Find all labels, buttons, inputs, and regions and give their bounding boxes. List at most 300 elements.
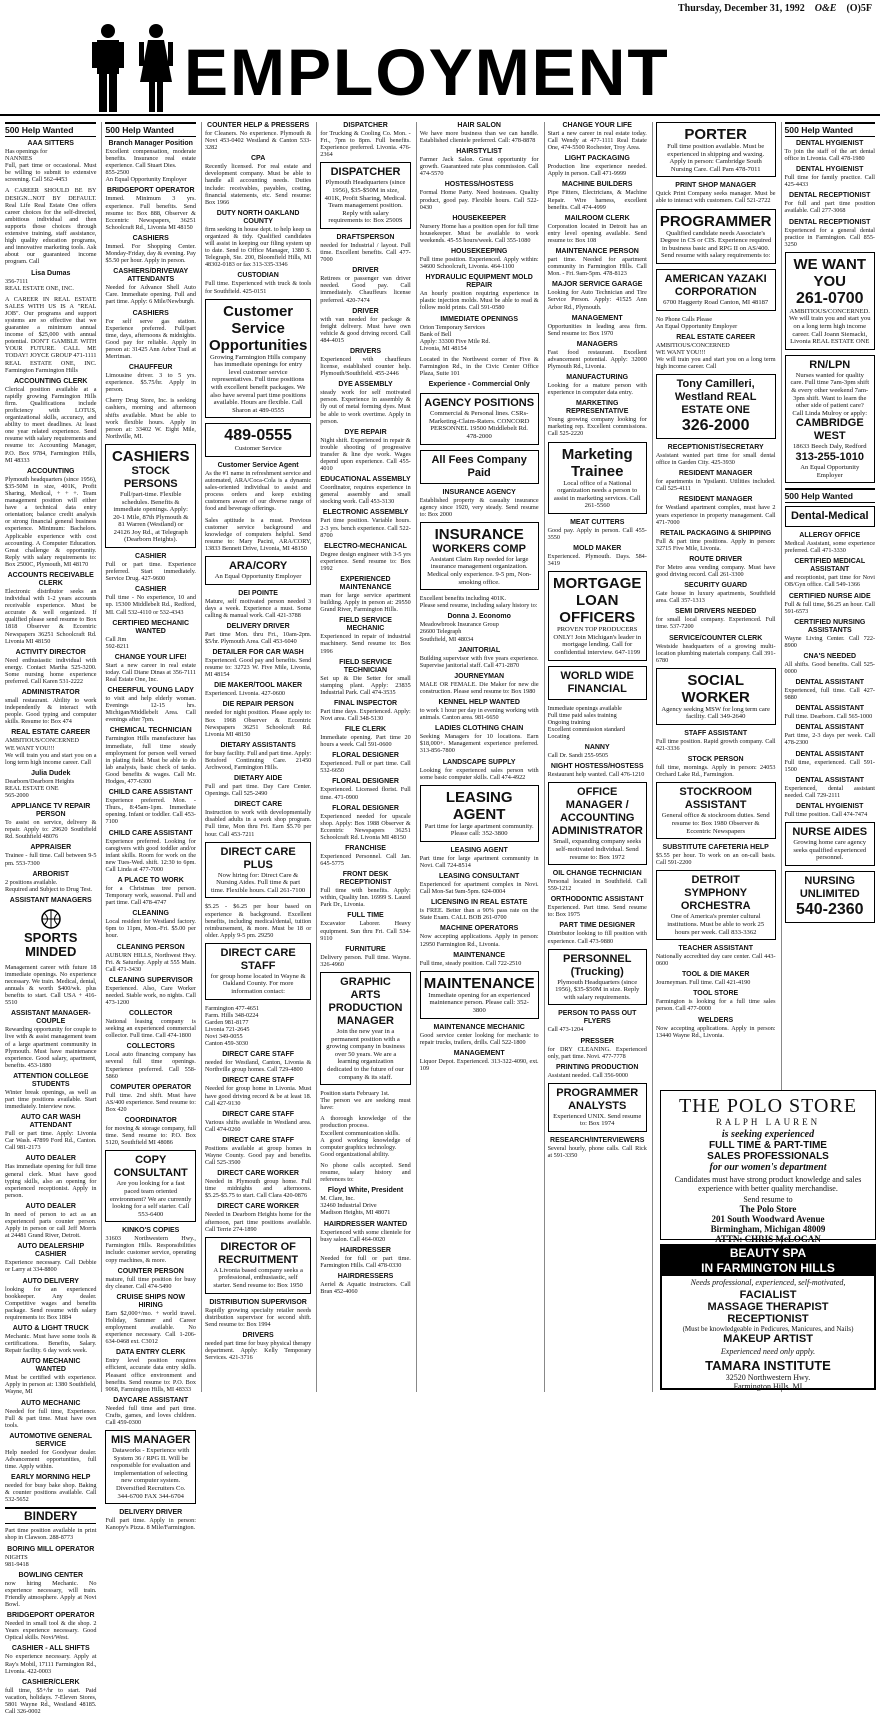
- ad-heading: LICENSING IN REAL ESTATE: [430, 899, 528, 907]
- polo-sub: RALPH LAUREN: [715, 1117, 821, 1127]
- ad-heading: COUNTER HELP & PRESSERS: [207, 122, 310, 129]
- category-header: 500 Help Wanted: [5, 122, 96, 137]
- ad-heading: COMPUTER OPERATOR: [110, 1083, 192, 1091]
- display-ad-box: [656, 374, 776, 439]
- ad-heading: DRIVER: [352, 267, 379, 275]
- ad-text: to visit and help elderly woman. Evenings 12-15 hrs. Michigan/Middlebelt Area. Call evenings after 7pm.: [105, 695, 196, 724]
- ad-heading: DATA ENTRY CLERK: [115, 1349, 186, 1357]
- ad-heading: DIE REPAIR PERSON: [222, 701, 294, 709]
- ad-text: Limousine driver. 3 to 5 yrs. experience. $5.75/hr. Apply in person.: [105, 372, 196, 394]
- ad-heading: CHEMICAL TECHNICIAN: [109, 727, 192, 735]
- ad-text: To join the staff of the art dental office in Livonia. Call 478-1980: [784, 148, 875, 163]
- ad-heading: BRIDGEPORT OPERATOR: [6, 1612, 95, 1620]
- box-phone: 261-0700: [795, 289, 864, 307]
- classified-ad: [205, 517, 311, 552]
- classified-ad: [105, 654, 195, 683]
- ad-text: $5.55 per hour. To work on an on-call basis. Call 591-2200: [655, 852, 776, 867]
- box-small: Growing Farmington Hills company has immediate openings for entry level customer service representatives. Full time positions with excellent benefit packages. We also have several part time positions available. Hours are flexible. Call Sharon at 489-0555: [210, 353, 307, 414]
- box-small: Customer Service: [234, 445, 282, 453]
- classified-ad: [5, 140, 96, 183]
- ad-text: Earn $2,000+/mo. + world travel. Holiday, Summer and Career employment available. No experience necessary. Call 1-206-634-0468 ext. C3012: [105, 1309, 196, 1346]
- box-small: Part time for large apartment community. Please call: 352-3800: [424, 822, 534, 838]
- classified-ad: [548, 374, 647, 396]
- ad-heading: MANAGEMENT: [571, 314, 623, 322]
- classified-ad: [205, 155, 311, 206]
- ad-text: Part time position. Variable hours. 2-3 yrs. bench experience. Call 522-8700: [320, 517, 411, 539]
- ad-text: Experience preferred. Looking for caregivers with good toddler and/or infant skills. Room for work on the new Tues-Wed. shift. 12:30 to 6pm. Call Linda at 477-7000: [105, 837, 196, 873]
- rn-eoe: An Equal Opportunity Employer: [800, 463, 860, 479]
- man-figure-icon: [88, 22, 128, 114]
- ad-text: and receptionist, part time for Novi OB/Gyn office. Call 549-1366: [784, 574, 875, 589]
- classified-ad: [785, 803, 875, 818]
- display-ad-box: [548, 571, 647, 660]
- classified-ad: [105, 830, 195, 873]
- column-2: [101, 122, 198, 1532]
- ad-text: Sales aptitude is a must. Previous customer service background and knowledge of computers helpful. Send resume to: Mary Pacini, ARA/CORY, 13833 Bennett Drive, Livonia, MI 48150: [204, 516, 312, 552]
- box-small: An Equal Opportunity Employer: [214, 572, 302, 580]
- ad-text: small restaurant. Ability to work independently & interact with people. Good typing and computer skills. Resume to: Box 474: [5, 697, 97, 726]
- classified-ad: [105, 310, 195, 361]
- ad-text: now hiring Mechanic. No experience necessary, will train. Friendly atmosphere. Apply at Novi Bowl.: [5, 1579, 97, 1609]
- classified-ad: [420, 122, 539, 144]
- classified-ad: [205, 649, 311, 678]
- ad-heading: RESIDENT MANAGER: [678, 496, 753, 504]
- classified-ad: [205, 272, 311, 294]
- ad-heading: TOOL & DIE MAKER: [681, 971, 750, 979]
- classified-ad: [320, 1162, 410, 1183]
- ad-heading: ASSISTANT MANAGER-COUPLE: [10, 1010, 91, 1026]
- box-big: MAINTENANCE: [423, 974, 535, 992]
- ad-heading: DIETARY ASSISTANTS: [220, 741, 296, 749]
- classified-ad: [205, 462, 311, 513]
- ad-text: Immediate openings available: [547, 704, 622, 712]
- ad-text: Livonia, MI 48154: [419, 344, 467, 352]
- classified-ad: [785, 558, 875, 588]
- polo-position-2: SALES PROFESSIONALS: [707, 1151, 829, 1162]
- classified-ad: [656, 608, 776, 630]
- ad-text: Needed for full time, Experience. Full & part time. Must have own tools.: [5, 1407, 97, 1429]
- polo-note: Candidates must have strong product knowledge and sales experience with better quality merchandise.: [674, 1175, 862, 1193]
- classified-ad: [785, 219, 875, 248]
- ad-heading: FULL TIME: [347, 912, 384, 920]
- box-small: Plymouth Headquarters (since 1956), $35-$50M in size, 401K, Profit Sharing, Medical. Team management position. Reply with salary requirements to: Box 2500S: [324, 179, 407, 225]
- ad-text: Full time, steady position. Call 722-2510: [419, 959, 522, 967]
- ad-text: for busy facility. Full and part time. Apply: Botsford Continuing Care. 21450 Archwood, Farmington Hills.: [204, 749, 312, 771]
- ad-text: Winter break openings, as well as part time positions available. Start immediately. Interview now.: [5, 1088, 97, 1111]
- box-small: One of America's premier cultural institutions. Must be able to work 25 hours per week. Call 833-3362: [667, 913, 765, 936]
- ad-heading: JANITORIAL: [458, 646, 501, 654]
- classified-ad: [205, 1077, 311, 1106]
- ad-text: Management career with future 18 immediate openings. No experience necessary. We train. Medical, dental, annuals & worth $400/wk. plus benefits to start. Call USA + 416-5510: [5, 963, 97, 1007]
- spa-role-facialist: FACIALIST: [739, 1289, 797, 1301]
- classified-ad: [5, 1546, 96, 1568]
- box-med: DETROIT SYMPHONY ORCHESTRA: [680, 874, 751, 913]
- ad-text: We have more business than we can handle. Established clientele preferred. Call: 478-8878: [419, 130, 539, 145]
- ad-heading: MANUFACTURING: [566, 374, 629, 382]
- box-small: Local office of a National organization needs a person to assist in marketing services. Call 261-5560: [553, 479, 641, 510]
- ad-text: Experienced. Full or part time. Call 532-6650: [320, 760, 411, 775]
- ad-heading: DENTAL ASSISTANT: [795, 776, 865, 784]
- ad-text: Rewarding opportunity for couple to live with & assist management team of a large apartment community in Plymouth. Must have maintenance experience. Good salary, apartment, benefits. 453-1880: [5, 1026, 97, 1069]
- ad-heading: HAIRDRESSERS: [337, 1272, 394, 1280]
- ad-heading: CHILD CARE ASSISTANT: [108, 829, 193, 837]
- page-section: O&E: [814, 2, 837, 14]
- ad-text: Madison Heights, MI 48071: [320, 1209, 391, 1217]
- ad-text: Young growing company looking for marketing rep. Excellent commissions. Call 525-2220: [547, 416, 647, 438]
- spa-band-1: BEAUTY SPA: [662, 1246, 874, 1261]
- classified-ad: [205, 1051, 311, 1073]
- classified-ad: [656, 990, 776, 1012]
- classified-ad: [420, 381, 539, 389]
- ad-heading: Branch Manager Position: [108, 140, 193, 147]
- ad-text: needed for Industrial / layout. Full time. Excellent benefits. Call 477-7000: [320, 241, 411, 264]
- classified-ad: [420, 673, 539, 695]
- classified-ad: [105, 235, 195, 264]
- ad-text: Experienced for a general dental practice in Farmington. Call 855-3250: [784, 226, 875, 248]
- ad-text: Mature, self motivated person needed 3 days a week. Experience a must. Some calling & manual work. Call 421-3788: [204, 597, 312, 619]
- ad-text: Required and Subject to Drug Test.: [5, 885, 93, 893]
- ad-heading: ACCOUNTS RECEIVABLE CLERK: [7, 571, 94, 587]
- ad-text: Needed in Plymouth group home. Full time midnights and afternoons. $5.25-$5.75 to start. Call Clara 420-0876: [204, 1178, 312, 1200]
- ad-heading: LADIES CLOTHING CHAIN: [435, 725, 524, 733]
- box-small: 6700 Haggerty Road Canton, MI 48187: [663, 298, 769, 306]
- ad-text: Full or part time. Apply: Livonia Car Wash. 47899 Ford Rd., Canton. Call 981-2173: [5, 1130, 97, 1152]
- ad-heading: STAFF ASSISTANT: [684, 729, 748, 737]
- ad-heading: PERSON TO PASS OUT FLYERS: [558, 1010, 637, 1026]
- classified-ad: [5, 1114, 96, 1151]
- ad-text: Part time, 2-3 days per week. Call 478-2300: [784, 732, 875, 747]
- ad-text: for small local company. Experienced. Full time. 537-7200: [655, 616, 776, 631]
- display-ad-box: [785, 822, 875, 866]
- ad-text: NANNIES: [5, 155, 33, 163]
- classified-ad: [548, 519, 647, 541]
- ad-heading: EARLY MORNING HELP: [11, 1474, 91, 1482]
- ad-heading: INSURANCE AGENCY: [442, 488, 516, 496]
- classified-ad: [205, 623, 311, 645]
- ad-heading: HAIR SALON: [457, 122, 501, 129]
- ad-text: As the #1 name in refreshment service and automated, ARA/Coca-Cola is a dynamic sales-oriented individual to assist and process orders and keep existing customers aware of our diverse range of food and beverage offerings.: [204, 469, 312, 513]
- spa-note: (Must be knowledgeable in Pedicures, Manicures, and Nails): [682, 1325, 854, 1333]
- ad-heading: HOUSEKEEPING: [450, 248, 508, 256]
- ad-text: Experienced. Livonia. 427-0600: [204, 690, 286, 698]
- display-ad-box: [785, 871, 875, 923]
- classified-ad: [320, 1221, 410, 1243]
- box-small: Small, expanding company seeks self-motivated individual. Send resume to: Box 1972: [553, 838, 642, 861]
- ad-text: Degree design engineer with 3-5 yrs experience. Send resume to: Box 1992: [320, 550, 411, 572]
- ad-text: Farmington is looking for a full time sales person. Call 477-0000: [655, 998, 776, 1013]
- ad-heading: RETAIL PACKAGING & SHIPPING: [660, 529, 772, 537]
- ad-heading: DEI POINTE: [238, 589, 278, 597]
- classified-ad: [320, 348, 410, 377]
- ad-text: Clerical position available at a rapidly growing Farmington Hills firm. Qualifications include proficiency with LOTUS, organizational skills, accuracy, and ability to meet deadlines. At least one year related experience. Send resume with salary requirements and resume to: Accounting Manager, P.O. Box 9784, Farmington Hills, MI 48333: [5, 385, 97, 464]
- ad-text: Excellent compensation, moderate benefits. Insurance real estate experience. Call Stuart Dies.: [105, 148, 196, 170]
- rn-contact: Call Linda Mulroy or apply:: [792, 409, 868, 417]
- classified-ad: [105, 1268, 195, 1290]
- classified-ad: [5, 1155, 96, 1198]
- display-ad-box: [205, 842, 311, 899]
- ad-text: Experienced for apartment complex in Novi. Call Mon-Sat 9am-5pm. 624-0004: [419, 881, 539, 896]
- ad-heading: CLEANING SUPERVISOR: [108, 976, 193, 984]
- ad-text: Immediate opening. Part time 20 hours a week. Call 591-0600: [320, 734, 411, 749]
- classified-ad: [105, 789, 195, 825]
- classified-ad: [320, 1090, 410, 1111]
- classified-ad: [420, 274, 539, 311]
- ad-heading: CERTIFIED MECHANIC WANTED: [112, 619, 190, 635]
- classified-ad: [785, 619, 875, 649]
- ad-heading: DIRECT CARE: [234, 801, 283, 809]
- ad-heading: DIRECT CARE STAFF: [222, 1077, 295, 1085]
- ad-heading: MACHINE BUILDERS: [562, 181, 633, 189]
- classified-ad: [420, 316, 539, 352]
- ad-heading: PART TIME DESIGNER: [559, 922, 636, 930]
- ad-heading: DENTAL ASSISTANT: [795, 750, 865, 758]
- box-small: Full/part-time. Flexible schedules. Benefits & immediate openings. Apply: 20-1 Mile, 87th Plymouth & 81 Warren (Westland) or 24126 Joy Rd., at Telegraph (Dearborn Heights).: [113, 490, 189, 544]
- ad-text: Full and part time. Day Care Center. Openings. Call 525-2490: [204, 783, 312, 798]
- box-phone: 489-0555: [224, 427, 292, 445]
- ad-heading: DENTAL RECEPTIONIST: [789, 218, 871, 226]
- ad-heading: AAA SITTERS: [27, 140, 74, 147]
- classified-ad: [420, 595, 539, 609]
- ad-heading: DETAILER FOR CAR WASH: [212, 649, 304, 657]
- box-small: Immediate opening for an experienced maintenance person. Please call: 352-3800: [428, 991, 531, 1014]
- classified-ad: [785, 140, 875, 162]
- ad-heading: REAL ESTATE CAREER: [676, 333, 756, 341]
- ad-heading: DIRECT CARE WORKER: [217, 1170, 299, 1178]
- ad-text: Fast food restaurant. Excellent advancement potential. Apply: 32000 Plymouth Rd., Livonia.: [547, 348, 647, 370]
- ad-heading: CASHIER/CLERK: [21, 1678, 80, 1686]
- ad-text: The person we are seeking must have:: [320, 1097, 411, 1112]
- ad-heading: DENTAL ASSISTANT: [795, 724, 865, 732]
- classified-ad: [105, 910, 195, 939]
- ad-heading: MOLD MAKER: [573, 545, 622, 553]
- masthead-rule: [0, 114, 880, 116]
- ad-text: Call Jim: [105, 635, 127, 643]
- classified-ad: [548, 181, 647, 210]
- ad-text: man for large service apartment building. Apply in person at: 29550 Grand River, Farmington Hills.: [320, 592, 411, 614]
- ad-text: Must be certified with experience. Apply in person at: 1380 Southfield, Wayne, MI: [5, 1374, 97, 1396]
- ad-text: is FREE. Better than a 90% pass rate on the State Exam. CALL BOB 261-0700: [419, 907, 539, 922]
- ad-text: for Westland apartment complex, must have 2 years experience in property management. Call 471-7000: [655, 504, 776, 526]
- ad-text: Personal located in Southfield. Call 559-1212: [547, 878, 647, 893]
- ad-text: Now accepting applications. Apply in person: 13440 Wayne Rd., Livonia.: [655, 1024, 776, 1039]
- polo-name: The Polo Store: [739, 1204, 797, 1214]
- ad-text: Experienced. Good pay and benefits. Send resume to: 32723 W. Five Mile, Livonia, MI 48154: [204, 657, 312, 679]
- ad-heading: NIGHT HOSTESS/HOSTESS: [550, 763, 644, 771]
- ad-text: for Cleaners. No experience. Plymouth & Novi 453-0402 Westland & Canton 533-3282: [204, 130, 312, 152]
- ad-heading: COUNTER PERSON: [117, 1267, 184, 1275]
- ad-heading: MANAGEMENT: [453, 1049, 505, 1057]
- display-ad-box: [105, 1150, 195, 1222]
- ad-text: Retirees or passenger van driver needed. Good pay. Call immediately. Chauffeurs license preferred. 420-7474: [320, 275, 411, 304]
- classified-ad: [420, 181, 539, 210]
- display-ad-box: [420, 971, 539, 1019]
- box-small: General office & stockroom duties. Send resume to: Box 1980 Observer & Eccentric Newspapers: [661, 812, 770, 835]
- classified-ad: [785, 532, 875, 554]
- box-big: Marketing Trainee: [561, 445, 633, 480]
- ad-text: for DRY CLEANING. Experienced only, part time. Novi. 477-7778: [547, 1045, 647, 1060]
- ad-text: 31603 Northwestern Hwy., Farmington Hills. Responsibilities include: customer service, operating copy machines, & more.: [105, 1235, 196, 1264]
- classified-ad: [785, 705, 875, 720]
- classified-ad: [105, 1043, 195, 1079]
- display-ad-box: [420, 785, 539, 842]
- classified-ad: [5, 1527, 96, 1541]
- ad-heading: A PLACE TO WORK: [117, 876, 184, 884]
- classified-ad: [320, 576, 410, 613]
- ad-text: steady work for self motivated person. Experience in assembly & fly out of metal forming dyes. Must be able to work overtime. Apply in person.: [320, 389, 411, 425]
- ad-heading: DENTAL ASSISTANT: [795, 679, 865, 687]
- ad-text: Seeking Managers for 10 locations. Earn $18,000+. Management experience preferred. 313-856-7800: [419, 733, 539, 755]
- ad-text: We will train you and start you on a long term high income career. Call: [5, 751, 97, 766]
- ad-text: Located in the Northwest corner of Five & Farmington Rd., in the Civic Center Office Plaza, Suite 101: [419, 355, 539, 378]
- classified-ad: [5, 844, 96, 866]
- classified-ad: [105, 727, 195, 785]
- classified-ad: [320, 805, 410, 841]
- display-ad-box: [656, 122, 776, 177]
- ad-text: Start a new career in real estate today. Call Diane Dinas at 356-7111 Real Estate One, Inc.: [105, 661, 196, 683]
- ad-text: Distributor looking to fill position with experience. Call 473-9880: [547, 930, 647, 945]
- ad-text: For self serve gas station. Experience preferred. Full/part time, days, afternoons & midnights. Good pay for reliable. Apply in person at: 31425 Ann Arbor Trail at Merriman.: [105, 317, 196, 360]
- ad-text: Good service center looking for mechanic to repair trucks, trailers, drills. Call 522-1800: [419, 1031, 539, 1046]
- display-ad-box: [205, 423, 311, 457]
- ad-heading: ACCOUNTING: [27, 467, 75, 475]
- box-med: STOCKROOM ASSISTANT: [679, 786, 752, 812]
- box-med: NURSE AIDES: [792, 826, 868, 839]
- spa-exp: Experienced need only apply.: [720, 1347, 816, 1356]
- ad-text: Call Dr. Sandi 255-9505: [547, 752, 609, 760]
- ad-text: needed part time for busy physical therapy department. Apply: Kelly Temporary Services. 421-3716: [204, 1339, 312, 1361]
- ad-text: M. Clare, Inc.: [320, 1195, 355, 1203]
- classified-ad: [548, 545, 647, 567]
- ad-heading: CASHIERS: [132, 234, 169, 242]
- display-ad-box: [548, 442, 647, 514]
- polo-address-1: 201 South Woodward Avenue: [711, 1214, 825, 1224]
- classified-ad: [205, 775, 311, 797]
- classified-ad: [548, 315, 647, 337]
- display-ad-box: [420, 450, 539, 484]
- ad-text: Orion Temporary Services: [419, 323, 486, 331]
- ad-text: WE WANT YOU!!!: [655, 348, 706, 356]
- classified-ad: [548, 1064, 647, 1079]
- polo-logo: THE POLO STORE: [678, 1095, 858, 1117]
- ad-heading: DRIVERS: [242, 1331, 274, 1339]
- display-ad-box: [205, 299, 311, 419]
- ad-text: 981-9418: [5, 1560, 29, 1568]
- ad-text: Has openings for: [5, 148, 48, 155]
- display-ad-box: [205, 1237, 311, 1294]
- ad-text: for a Christmas tree person. Temporary work, seasonal. Full and part time. Call 478-4747: [105, 884, 196, 907]
- spa-institute: TAMARA INSTITUTE: [705, 1358, 831, 1373]
- classified-ad: [656, 635, 776, 664]
- ad-text: Start a new career in real estate today. Call Wendy at 477-1111 Real Estate One, 474-5500 Rochester, Troy Area.: [547, 130, 647, 152]
- ad-text: Part time position available in print shop in Clawson. 288-8773: [5, 1527, 97, 1542]
- ad-text: An Equal Opportunity Employer: [105, 176, 187, 184]
- ad-heading: WELDERS: [698, 1016, 734, 1024]
- ad-text: Experienced. Plymouth. Days. 584-3419: [547, 553, 647, 568]
- classified-ad: [5, 1433, 96, 1470]
- classified-ad: [205, 210, 311, 269]
- polo-send: Send resume to: [743, 1195, 793, 1204]
- display-ad-box: [548, 1083, 647, 1132]
- ad-text: To assist on service, delivery & repair. Apply to: 29620 Southfield Rd. Southfield 48076: [5, 819, 97, 841]
- classified-ad: [5, 1073, 96, 1110]
- classified-ad: [785, 777, 875, 799]
- ad-heading: DIRECT CARE WORKER: [217, 1203, 299, 1211]
- display-ad-box: [205, 943, 311, 1000]
- classified-ad: [320, 234, 410, 263]
- classified-ad: [656, 844, 776, 866]
- classified-ad: [420, 699, 539, 721]
- ad-heading: AUTO MECHANIC WANTED: [21, 1358, 81, 1374]
- ad-text: with van needed for package & freight delivery. Must have own vehicle & good driving record. Call 484-4015: [320, 315, 411, 344]
- ad-text: Looking for experienced sales person with some basic computer skills. Call 474-4922: [419, 766, 539, 781]
- display-ad-box: [205, 556, 311, 585]
- classified-ad: [656, 316, 776, 330]
- ad-heading: Experience - Commercial Only: [428, 381, 530, 389]
- classified-ad: [656, 556, 776, 578]
- ad-text: Position starts February 1st.: [320, 1090, 390, 1098]
- classified-ad: [105, 1294, 195, 1345]
- ad-heading: MAILROOM CLERK: [564, 214, 630, 222]
- ad-heading: ATTENTION COLLEGE STUDENTS: [13, 1072, 89, 1088]
- ad-text: Locating: [547, 733, 570, 741]
- ad-text: $5.25 - $6.25 per hour based on experience & background. Excellent benefits, including medical/dental, tuition reimbursement, & more. Must be 18 or older. Apply 9-5 pm. 29250: [204, 903, 312, 939]
- classified-ad: [420, 647, 539, 669]
- ad-heading: DELIVERY DRIVER: [226, 622, 290, 630]
- ad-heading: DRIVERS: [349, 347, 382, 355]
- ad-text: Experienced. Also, Care Worker needed. Stable work, no nights. Call 473-1200: [105, 984, 196, 1006]
- classified-ad: [785, 751, 875, 773]
- ad-heading: ORTHODONTIC ASSISTANT: [550, 896, 644, 904]
- box-small: Agency seeking MSW for long term care facility. Call 349-2640: [661, 705, 770, 721]
- column-3: [201, 122, 314, 1392]
- ad-heading: FLORAL DESIGNER: [332, 778, 399, 786]
- ad-heading: KENNEL HELP WANTED: [438, 699, 520, 707]
- ad-text: for moving & storage company, full time. Send resume to: P.O. Box 5120, Southfield MI 48086: [105, 1125, 196, 1147]
- box-small: Experienced UNIX. Send resume to: Box 1974: [553, 1112, 642, 1128]
- ad-heading: FURNITURE: [345, 945, 386, 953]
- ad-text: Ongoing training: [547, 718, 591, 726]
- ad-text: mature, full time position for busy dry cleaner. Call 474-5490: [105, 1275, 196, 1290]
- ad-heading: CPA: [250, 155, 266, 163]
- classified-ad: [105, 877, 195, 906]
- classified-ad: [320, 659, 410, 696]
- classified-ad: [5, 770, 96, 799]
- ad-heading: KINKO'S COPIES: [122, 1227, 180, 1235]
- ad-text: A thorough knowledge of the production process.: [320, 1115, 411, 1130]
- classified-ad: [320, 1273, 410, 1295]
- classified-ad: [105, 1084, 195, 1113]
- ad-heading: OIL CHANGE TECHNICIAN: [552, 870, 642, 878]
- box-med: WORLD WIDE FINANCIAL: [560, 669, 634, 695]
- classified-ad: [205, 903, 311, 938]
- box-small: Plymouth Headquarters (since 1956), $35-$50M in size. Reply with salary requirements.: [555, 978, 640, 1001]
- ad-text: Good organizational ability.: [320, 1150, 390, 1158]
- column-6: [544, 122, 650, 1392]
- ad-heading: CHAUFFEUR: [128, 364, 173, 372]
- ad-text: Local resident for Westland factory. 6pm to 11pm, Mon.-Fri. $5.00 per hour.: [105, 918, 196, 940]
- classified-ad: [420, 899, 539, 921]
- ad-text: full time, mornings. Apply in person: 24053 Orchard Lake Rd., Farmington.: [655, 764, 776, 779]
- ad-text: Several hourly, phone calls. Call Rick at 591-3350: [547, 1145, 647, 1160]
- classified-ad: [5, 1474, 96, 1503]
- ad-heading: HOSTESS/HOSTESS: [444, 181, 514, 189]
- ad-text: Full part time. Apply in person: Kanopy's Pizza. 8 Mile/Farmington.: [105, 1517, 196, 1532]
- ad-text: Formal Home Party. Need hostesses. Quality product, good pay. Flexible hours. Call 522-0430: [419, 189, 539, 211]
- box-med: DIRECT CARE PLUS: [220, 845, 296, 871]
- classified-ad: [320, 1247, 410, 1269]
- classified-ad: [5, 803, 96, 840]
- classified-ad: [548, 763, 647, 778]
